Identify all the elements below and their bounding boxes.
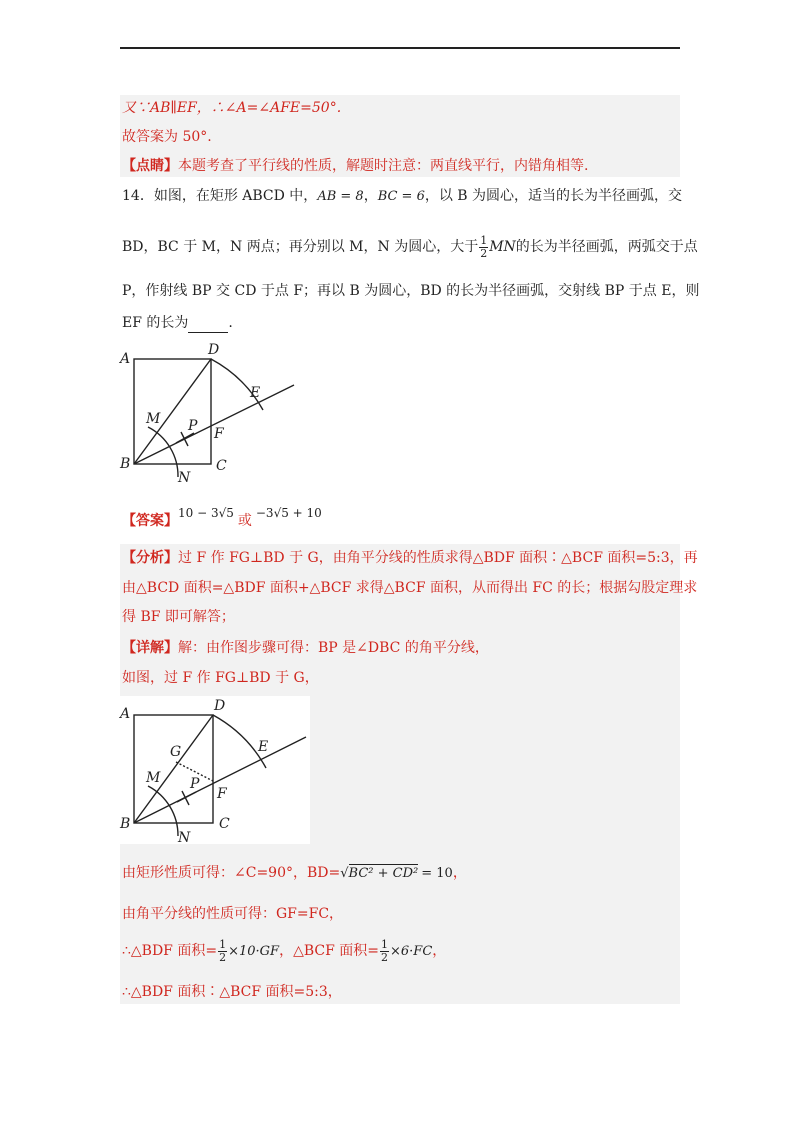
- arc-mn: [148, 427, 178, 477]
- math-ab: AB = 8: [317, 189, 364, 204]
- step-line-3: [122, 934, 446, 968]
- analysis-tag: 【分析】: [122, 550, 178, 566]
- label-m: M: [146, 411, 161, 427]
- detail-text: 解：由作图步骤可得：BP 是∠DBC 的角平分线，: [178, 640, 489, 656]
- step-line-2: 由角平分线的性质可得：GF=FC，: [122, 906, 344, 922]
- problem-text: BD，BC 于 M，N 两点；再分别以 M，N 为圆心，大于: [122, 239, 479, 255]
- fraction-num: 1: [480, 233, 488, 247]
- arc-mn: [148, 786, 178, 836]
- text-line: 故答案为 50°.: [122, 129, 212, 145]
- problem-line-3: P，作射线 BP 交 CD 于点 F；再以 B 为圆心，BD 的长为半径画弧，交射线 BP 于点 E，则: [122, 283, 700, 299]
- math-expr: ×6·FC: [390, 944, 433, 959]
- fraction-half: [218, 939, 227, 964]
- label-e: E: [250, 385, 261, 401]
- step-text: ，: [432, 943, 447, 959]
- label-m: M: [146, 770, 161, 786]
- label-b: B: [120, 816, 131, 832]
- problem-text: .: [228, 315, 233, 331]
- fraction-num: 1: [219, 937, 227, 951]
- step-text: 由矩形性质可得：∠C=90°，BD=: [122, 865, 341, 881]
- label-e: E: [258, 739, 269, 755]
- arc-p-cross: [176, 432, 194, 446]
- step-line-4: ∴△BDF 面积∶△BCF 面积=5:3，: [122, 984, 342, 1000]
- problem-text: 的长为半径画弧，两弧交于点: [515, 239, 698, 255]
- answer-or: 或: [237, 513, 252, 529]
- detail-line-2: 如图，过 F 作 FG⊥BD 于 G，: [122, 670, 319, 686]
- fraction-den: 2: [480, 246, 488, 260]
- label-d: D: [208, 342, 220, 358]
- math-expr: ×10·GF: [228, 944, 280, 959]
- fraction-half: [380, 939, 389, 964]
- step-text: ，: [452, 865, 467, 881]
- problem-line-4: [122, 313, 233, 333]
- text-line: 又∵AB∥EF，∴∠A=∠AFE=50°.: [122, 100, 342, 116]
- analysis-line-3: 得 BF 即可解答；: [122, 609, 235, 625]
- step-line-1: [122, 860, 467, 886]
- problem-text: 14．如图，在矩形 ABCD 中，: [122, 188, 318, 204]
- label-p: P: [188, 418, 198, 434]
- remark-text: 本题考查了平行线的性质，解题时注意：两直线平行，内错角相等.: [178, 158, 589, 174]
- label-c: C: [219, 816, 230, 832]
- step-text: ，△BCF 面积=: [279, 943, 379, 959]
- math-mn: MN: [489, 239, 516, 255]
- detail-tag: 【详解】: [122, 640, 178, 656]
- arc-p-cross: [177, 791, 196, 805]
- answer-expr-1: 10 − 3√5: [178, 506, 234, 520]
- problem-text: EF 的长为: [122, 315, 189, 331]
- remark-tag: 【点睛】: [122, 158, 178, 174]
- geometry-figure-1: [118, 340, 308, 485]
- answer-blank: [188, 318, 228, 333]
- label-a: A: [120, 351, 131, 367]
- analysis-line-2: 由△BCD 面积=△BDF 面积+△BCF 求得△BCF 面积，从而得出 FC 的长；根据勾股定理求: [122, 580, 698, 596]
- problem-text: ，: [363, 188, 378, 204]
- label-f: F: [217, 786, 227, 802]
- label-b: B: [120, 456, 131, 472]
- problem-text: ，以 B 为圆心，适当的长为半径画弧，交: [424, 188, 683, 204]
- label-n: N: [178, 470, 191, 485]
- label-p: P: [190, 776, 200, 792]
- fraction-den: 2: [381, 950, 388, 964]
- label-f: F: [214, 426, 224, 442]
- analysis-line-1: [122, 548, 698, 568]
- remark-line: [122, 156, 588, 176]
- label-n: N: [178, 830, 191, 844]
- label-g: G: [170, 744, 182, 760]
- detail-line-1: [122, 638, 489, 658]
- answer-line: [122, 503, 322, 527]
- sqrt-expr: √BC² + CD²: [340, 866, 419, 881]
- step-text: ∴△BDF 面积=: [122, 943, 218, 959]
- geometry-figure-2: [118, 696, 308, 844]
- label-a: A: [120, 706, 131, 722]
- fraction-num: 1: [381, 937, 388, 951]
- label-c: C: [216, 458, 227, 474]
- sqrt-result: = 10: [421, 866, 453, 881]
- answer-tag: 【答案】: [122, 513, 178, 529]
- math-bc: BC = 6: [377, 189, 425, 204]
- sqrt-radicand: BC² + CD²: [348, 866, 419, 881]
- label-d: D: [214, 698, 226, 714]
- fraction-den: 2: [219, 950, 227, 964]
- analysis-text: 过 F 作 FG⊥BD 于 G，由角平分线的性质求得△BDF 面积∶△BCF 面积=5:3，再: [178, 550, 698, 566]
- problem-line-1: [122, 186, 682, 207]
- diagonal-bd: [134, 715, 213, 823]
- answer-expr-2: −3√5 + 10: [255, 506, 322, 520]
- problem-line-2: [122, 230, 698, 264]
- fraction-half: [479, 235, 488, 260]
- header-rule: [120, 47, 680, 49]
